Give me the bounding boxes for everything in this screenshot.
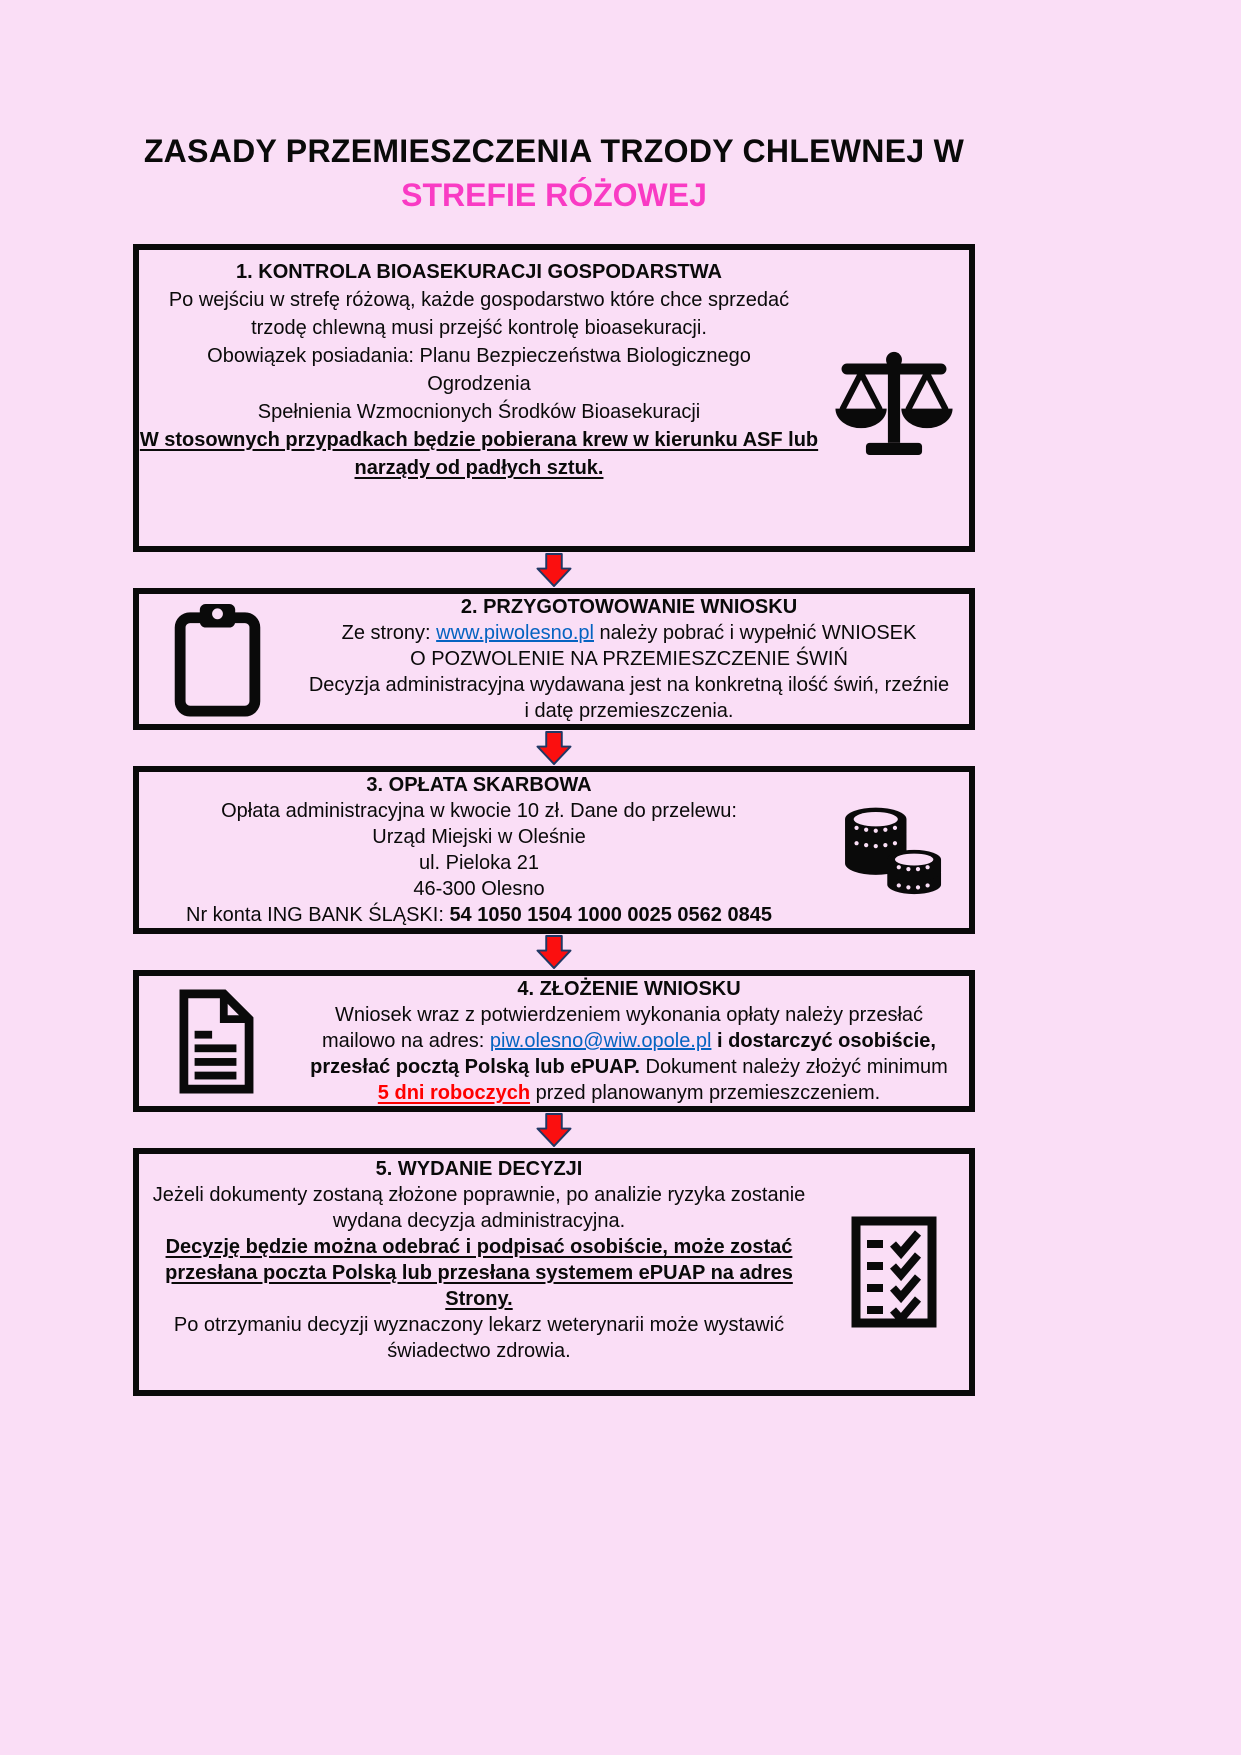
step-1-heading: 1. KONTROLA BIOASEKURACJI GOSPODARSTWA	[236, 261, 722, 283]
step-2-heading: 2. PRZYGOTOWOWANIE WNIOSKU	[460, 596, 798, 618]
step-3-line: ul. Pieloka 21	[418, 852, 540, 874]
step-3-line: Opłata administracyjna w kwocie 10 zł. Dane do przelewu:	[221, 800, 737, 822]
step-3-heading: 3. OPŁATA SKARBOWA	[366, 774, 592, 796]
text-segment: przed planowanym przemieszczeniem.	[530, 1082, 881, 1104]
step-5-heading: 5. WYDANIE DECYZJI	[375, 1158, 583, 1180]
clipboard-icon	[173, 602, 262, 718]
step-1-line: trzodę chlewną musi przejść kontrolę bioasekuracji.	[251, 317, 707, 339]
flow-arrow	[133, 934, 975, 970]
text-segment: Ze strony:	[341, 622, 437, 644]
text-segment: i dostarczyć osobiście,	[711, 1030, 936, 1052]
step-1-line: Po wejściu w strefę różową, każde gospodarstwo które chce sprzedać	[168, 289, 790, 311]
text-segment: Dokument należy złożyć minimum	[639, 1056, 948, 1078]
email-link[interactable]: piw.olesno@wiw.opole.pl	[489, 1030, 712, 1052]
step-4-box	[133, 970, 975, 1112]
step-4-line: Wniosek wraz z potwierdzeniem wykonania opłaty należy przesłać	[334, 1004, 924, 1026]
text-segment: mailowo na adres:	[322, 1030, 490, 1052]
step-3-account-line	[139, 902, 819, 928]
step-2-line: Decyzja administracyjna wydawana jest na konkretną ilość świń, rzeźnie	[308, 674, 950, 696]
step-1-box	[133, 244, 975, 552]
step-1-line: Obowiązek posiadania: Planu Bezpieczeństwa Biologicznego	[207, 345, 751, 367]
bank-account-number: 54 1050 1504 1000 0025 0562 0845	[449, 904, 772, 926]
step-5-line: świadectwo zdrowia.	[387, 1340, 571, 1362]
step-2-line: i datę przemieszczenia.	[524, 700, 734, 722]
step-3-line: 46-300 Olesno	[413, 878, 545, 900]
scales-of-justice-icon	[833, 350, 955, 460]
document-icon	[175, 988, 257, 1095]
step-1-warning-line: narządy od padłych sztuk.	[354, 457, 604, 479]
poster-column	[133, 0, 975, 1396]
step-2-text	[289, 594, 969, 724]
down-arrow-icon	[534, 731, 574, 765]
coin-stacks-icon	[841, 800, 947, 896]
step-5-box	[133, 1148, 975, 1396]
step-1-warning-line: W stosownych przypadkach będzie pobierana krew w kierunku ASF lub	[139, 429, 819, 451]
step-5-line: Jeżeli dokumenty zostaną złożone poprawnie, po analizie ryzyka zostanie	[152, 1184, 806, 1206]
step-5-underlined-line: Strony.	[445, 1288, 513, 1310]
step-5-underlined-line: przesłana poczta Polską lub przesłana systemem ePUAP na adres	[165, 1262, 793, 1284]
step-5-line: Po otrzymaniu decyzji wyznaczony lekarz weterynarii może wystawić	[173, 1314, 785, 1336]
text-segment: należy pobrać i wypełnić WNIOSEK	[594, 622, 917, 644]
piwolesno-link[interactable]: www.piwolesno.pl	[436, 622, 594, 644]
step-1-text	[139, 258, 819, 482]
down-arrow-icon	[534, 553, 574, 587]
down-arrow-icon	[534, 935, 574, 969]
down-arrow-icon	[534, 1113, 574, 1147]
page-title-accent-line: STREFIE RÓŻOWEJ	[401, 177, 707, 213]
step-1-line: Ogrodzenia	[427, 373, 531, 395]
step-5-text	[139, 1156, 819, 1364]
page-title	[133, 130, 975, 218]
page-title-line1: ZASADY PRZEMIESZCZENIA TRZODY CHLEWNEJ W	[143, 133, 965, 169]
step-4-line	[289, 1054, 969, 1080]
step-2-line	[289, 620, 969, 646]
step-4-text	[289, 976, 969, 1106]
flow-arrow	[133, 730, 975, 766]
text-segment: przesłać pocztą Polską lub ePUAP.	[310, 1056, 640, 1078]
step-3-text	[139, 772, 819, 928]
step-2-line: O POZWOLENIE NA PRZEMIESZCZENIE ŚWIŃ	[410, 648, 848, 670]
deadline-highlight: 5 dni roboczych	[377, 1082, 531, 1104]
step-1-line: Spełnienia Wzmocnionych Środków Bioasekuracji	[257, 401, 701, 423]
step-5-underlined-line: Decyzję będzie można odebrać i podpisać osobiście, może zostać	[165, 1236, 793, 1258]
step-4-heading: 4. ZŁOŻENIE WNIOSKU	[517, 978, 741, 1000]
step-5-line: wydana decyzja administracyjna.	[332, 1210, 626, 1232]
flow-arrow	[133, 1112, 975, 1148]
text-segment: Nr konta ING BANK ŚLĄSKI:	[186, 904, 450, 926]
checklist-icon	[851, 1216, 937, 1328]
step-3-box	[133, 766, 975, 934]
step-4-deadline-line	[289, 1080, 969, 1106]
step-3-line: Urząd Miejski w Oleśnie	[372, 826, 586, 848]
step-2-box	[133, 588, 975, 730]
step-4-line	[289, 1028, 969, 1054]
flow-arrow	[133, 552, 975, 588]
